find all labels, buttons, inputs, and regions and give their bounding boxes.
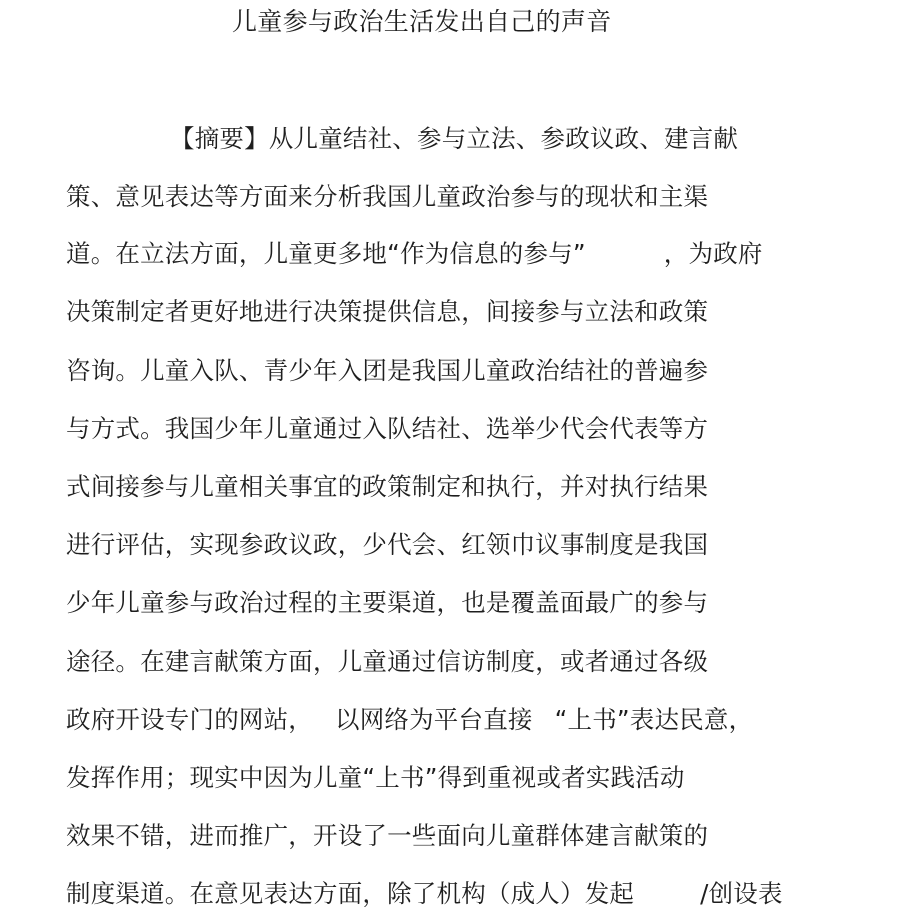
abstract-line-5: 咨询。儿童入队、青少年入团是我国儿童政治结社的普遍参 xyxy=(66,356,709,385)
document-title: 儿童参与政治生活发出自己的声音 xyxy=(232,7,612,36)
abstract-line-8: 进行评估，实现参政议政，少代会、红领巾议事制度是我国 xyxy=(66,530,709,559)
abstract-line-11-part-c: “上书”表达民意， xyxy=(554,705,754,734)
abstract-line-3-part-a: 道。在立法方面，儿童更多地“作为信息的参与” xyxy=(66,239,586,268)
abstract-line-14 xyxy=(66,877,783,911)
abstract-line-10: 途径。在建言献策方面，儿童通过信访制度，或者通过各级 xyxy=(66,647,709,676)
abstract-line-9: 少年儿童参与政治过程的主要渠道，也是覆盖面最广的参与 xyxy=(66,588,709,617)
abstract-line-11-part-b: 以网络为平台直接 xyxy=(335,705,533,734)
abstract-line-7: 式间接参与儿童相关事宜的政策制定和执行，并对执行结果 xyxy=(66,472,709,501)
abstract-line-4: 决策制定者更好地进行决策提供信息，间接参与立法和政策 xyxy=(66,297,709,326)
abstract-line-14-part-b: /创设表 xyxy=(700,879,783,908)
abstract-line-2: 策、意见表达等方面来分析我国儿童政治参与的现状和主渠 xyxy=(66,182,709,211)
abstract-line-14-part-a: 制度渠道。在意见表达方面，除了机构（成人）发起 xyxy=(66,879,635,908)
abstract-line-6: 与方式。我国少年儿童通过入队结社、选举少代会代表等方 xyxy=(66,414,709,443)
abstract-line-1: 【摘要】从儿童结社、参与立法、参政议政、建言献 xyxy=(170,124,739,153)
abstract-line-3 xyxy=(66,237,763,271)
abstract-line-11-part-a: 政府开设专门的网站， xyxy=(66,705,313,734)
abstract-line-12: 发挥作用；现实中因为儿童“上书”得到重视或者实践活动 xyxy=(66,763,685,792)
abstract-line-3-part-b: ，为政府 xyxy=(663,239,763,268)
abstract-line-13: 效果不错，进而推广，开设了一些面向儿童群体建言献策的 xyxy=(66,821,709,850)
abstract-line-11 xyxy=(66,703,753,737)
